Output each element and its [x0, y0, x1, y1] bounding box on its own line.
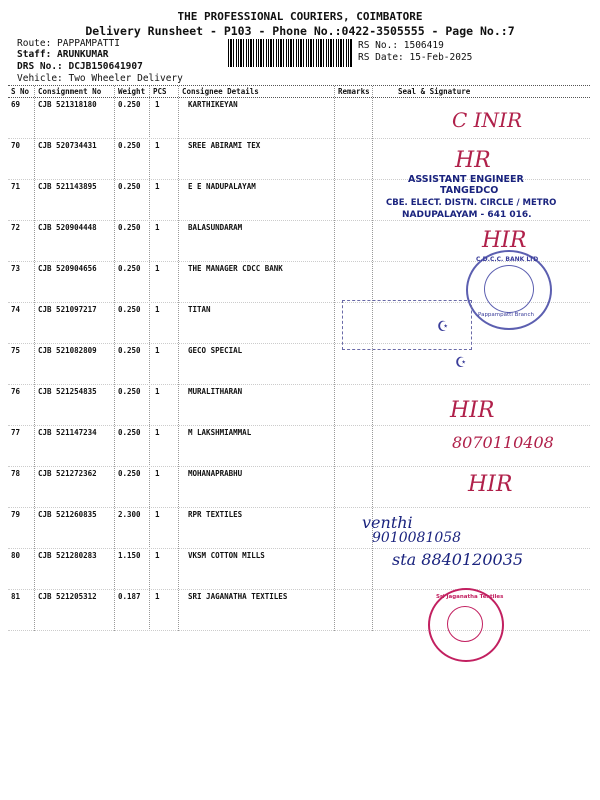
- row-weight: 0.250: [118, 141, 141, 150]
- row-consignee: BALASUNDARAM: [188, 223, 243, 232]
- row-pcs: 1: [155, 469, 160, 478]
- signature-78: HIR: [468, 472, 513, 497]
- signature-70: HR: [455, 148, 491, 173]
- signature-76: HIR: [450, 398, 495, 423]
- row-consignment: CJB 521082809: [38, 346, 97, 355]
- row-divider: [8, 384, 590, 385]
- row-consignee: TITAN: [188, 305, 211, 314]
- col-weight: Weight: [118, 87, 146, 96]
- header-rule-top: [8, 85, 590, 86]
- row-divider: [8, 507, 590, 508]
- row-consignment: CJB 521143895: [38, 182, 97, 191]
- row-pcs: 1: [155, 428, 160, 437]
- runsheet-title: Delivery Runsheet - P103 - Phone No.:0422-3505555 - Page No.:7: [85, 24, 515, 38]
- row-pcs: 1: [155, 264, 160, 273]
- drs-label: DRS No.: DCJB150641907: [17, 61, 143, 72]
- row-pcs: 1: [155, 141, 160, 150]
- table-row: [0, 592, 600, 633]
- table-row: [0, 387, 600, 428]
- row-weight: 0.250: [118, 264, 141, 273]
- ae-stamp-line1: ASSISTANT ENGINEER: [408, 174, 524, 185]
- row-consignment: CJB 521097217: [38, 305, 97, 314]
- row-pcs: 1: [155, 305, 160, 314]
- barcode: [228, 39, 353, 67]
- header-rule-bottom: [8, 97, 590, 98]
- row-consignee: E E NADUPALAYAM: [188, 182, 256, 191]
- signature-79-phone: 9010081058: [372, 530, 462, 546]
- row-sno: 75: [11, 346, 21, 355]
- jaganatha-seal-text: Sri Jaganatha Textiles: [436, 594, 504, 600]
- col-consignee: Consignee Details: [182, 87, 259, 96]
- row-pcs: 1: [155, 510, 160, 519]
- rs-no: RS No.: 1506419: [358, 40, 444, 51]
- row-consignment: CJB 521280283: [38, 551, 97, 560]
- row-consignment: CJB 520904448: [38, 223, 97, 232]
- staff-label: Staff: ARUNKUMAR: [17, 49, 109, 60]
- row-consignee: M LAKSHMIAMMAL: [188, 428, 252, 437]
- signature-72: HIR: [482, 228, 527, 253]
- row-weight: 0.250: [118, 387, 141, 396]
- row-weight: 0.250: [118, 469, 141, 478]
- row-weight: 0.250: [118, 100, 141, 109]
- row-sno: 72: [11, 223, 21, 232]
- row-sno: 77: [11, 428, 21, 437]
- row-divider: [8, 138, 590, 139]
- col-pcs: PCS: [153, 87, 167, 96]
- ae-stamp-line3: CBE. ELECT. DISTN. CIRCLE / METRO: [386, 198, 557, 208]
- row-sno: 76: [11, 387, 21, 396]
- row-weight: 1.150: [118, 551, 141, 560]
- col-consignment: Consignment No: [38, 87, 102, 96]
- row-weight: 0.250: [118, 428, 141, 437]
- row-pcs: 1: [155, 223, 160, 232]
- col-seal: Seal & Signature: [398, 87, 471, 96]
- row-weight: 0.250: [118, 223, 141, 232]
- row-weight: 0.187: [118, 592, 141, 601]
- row-sno: 69: [11, 100, 21, 109]
- company-title: THE PROFESSIONAL COURIERS, COIMBATORE: [177, 10, 423, 23]
- row-consignee: SRI JAGANATHA TEXTILES: [188, 592, 288, 601]
- ae-stamp-line4: NADUPALAYAM - 641 016.: [402, 210, 532, 220]
- table-row: [0, 346, 600, 387]
- cdcc-seal-branch: Pappampatti Branch: [478, 312, 535, 318]
- row-divider: [8, 466, 590, 467]
- row-consignee: RPR TEXTILES: [188, 510, 243, 519]
- col-remarks: Remarks: [338, 87, 370, 96]
- route-label: Route: PAPPAMPATTI: [17, 38, 120, 49]
- row-consignee: THE MANAGER CDCC BANK: [188, 264, 283, 273]
- signature-77: 8070110408: [452, 433, 554, 452]
- row-pcs: 1: [155, 100, 160, 109]
- row-pcs: 1: [155, 346, 160, 355]
- row-sno: 81: [11, 592, 21, 601]
- cdcc-seal-text: C.D.C.C. BANK LTD: [476, 256, 539, 263]
- row-divider: [8, 220, 590, 221]
- row-weight: 0.250: [118, 182, 141, 191]
- row-pcs: 1: [155, 551, 160, 560]
- row-pcs: 1: [155, 387, 160, 396]
- initial-mark-74: ☪: [438, 316, 448, 335]
- row-sno: 80: [11, 551, 21, 560]
- cdcc-seal-icon: [466, 250, 552, 330]
- signature-69: C INIR: [452, 108, 523, 132]
- row-consignment: CJB 520904656: [38, 264, 97, 273]
- row-divider: [8, 548, 590, 549]
- jaganatha-seal-icon: [428, 588, 504, 662]
- row-consignment: CJB 521272362: [38, 469, 97, 478]
- row-consignment: CJB 521254835: [38, 387, 97, 396]
- signature-79-name: venthi: [362, 513, 413, 532]
- row-weight: 2.300: [118, 510, 141, 519]
- row-divider: [8, 343, 590, 344]
- signature-80: sta 8840120035: [392, 550, 524, 569]
- row-sno: 73: [11, 264, 21, 273]
- col-sno: S No: [11, 87, 30, 96]
- row-consignment: CJB 521205312: [38, 592, 97, 601]
- initial-mark-75: ☪: [456, 352, 466, 371]
- row-consignee: GECO SPECIAL: [188, 346, 243, 355]
- row-sno: 79: [11, 510, 21, 519]
- row-consignee: KARTHIKEYAN: [188, 100, 238, 109]
- row-consignee: SREE ABIRAMI TEX: [188, 141, 261, 150]
- row-weight: 0.250: [118, 305, 141, 314]
- row-pcs: 1: [155, 592, 160, 601]
- row-sno: 70: [11, 141, 21, 150]
- row-consignment: CJB 520734431: [38, 141, 97, 150]
- row-pcs: 1: [155, 182, 160, 191]
- row-sno: 74: [11, 305, 21, 314]
- row-consignee: VKSM COTTON MILLS: [188, 551, 265, 560]
- row-consignment: CJB 521318180: [38, 100, 97, 109]
- row-divider: [8, 425, 590, 426]
- row-weight: 0.250: [118, 346, 141, 355]
- row-divider: [8, 589, 590, 590]
- row-consignee: MOHANAPRABHU: [188, 469, 243, 478]
- faded-stamp-box: [342, 300, 472, 350]
- row-sno: 71: [11, 182, 21, 191]
- row-consignment: CJB 521147234: [38, 428, 97, 437]
- table-row: [0, 510, 600, 551]
- row-consignee: MURALITHARAN: [188, 387, 243, 396]
- rs-date: RS Date: 15-Feb-2025: [358, 52, 473, 63]
- row-consignment: CJB 521260835: [38, 510, 97, 519]
- row-sno: 78: [11, 469, 21, 478]
- vehicle-label: Vehicle: Two Wheeler Delivery: [17, 73, 183, 84]
- ae-stamp-line2: TANGEDCO: [440, 185, 499, 196]
